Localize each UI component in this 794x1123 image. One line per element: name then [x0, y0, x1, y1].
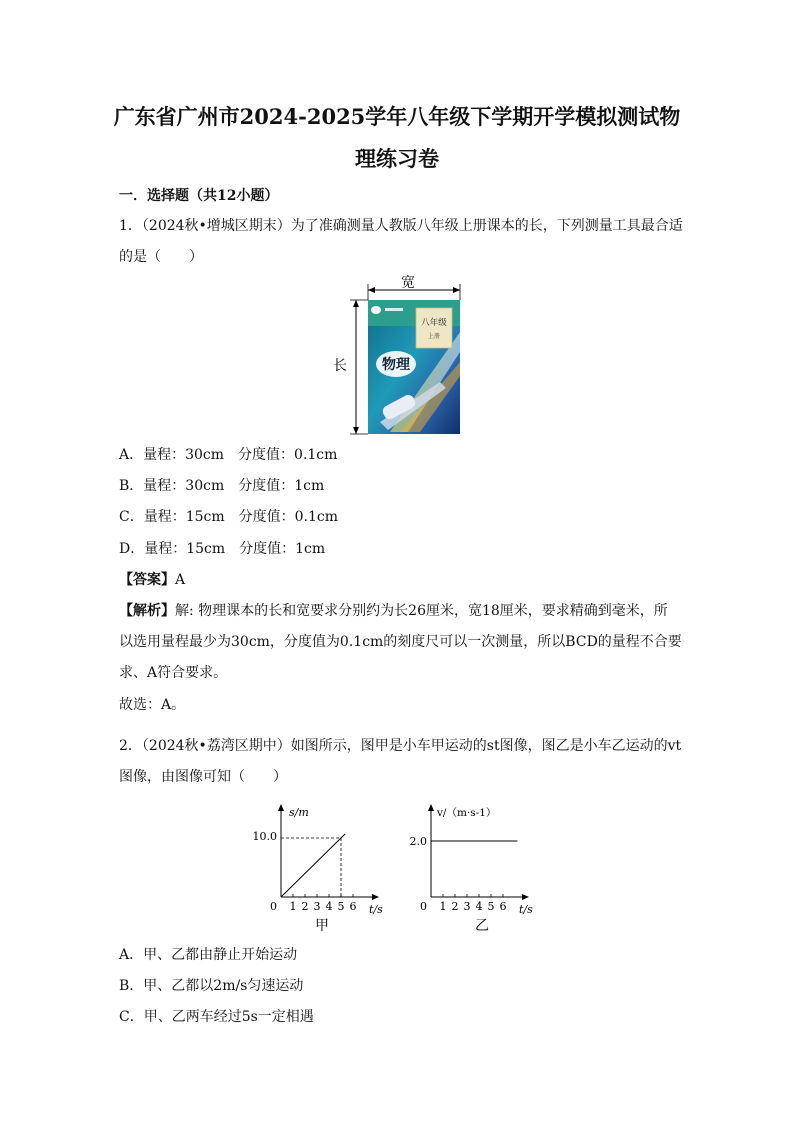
title-line-2: 理练习卷 [355, 146, 439, 171]
section-heading: 一．选择题（共12小题） [119, 188, 279, 204]
jia-tick-label-6: 6 [349, 900, 357, 913]
q1-option-b: B．量程：30cm 分度值：1cm [119, 478, 325, 494]
book-subject-text: 物理 [382, 357, 410, 373]
q1-analysis-line-1 [119, 601, 668, 621]
answer-label: 【答案】 [119, 572, 175, 588]
book-volume-text: 上册 [427, 333, 441, 340]
q2-option-a: A．甲、乙都由静止开始运动 [119, 947, 298, 963]
book-grade-text: 八年级 [421, 318, 447, 328]
q1-analysis-line-3: 求、A符合要求。 [119, 665, 228, 681]
yi-tick-label-1: 1 [439, 900, 447, 913]
yi-tick-label-6: 6 [499, 900, 507, 913]
q2-option-c: C．甲、乙两车经过5s一定相遇 [119, 1009, 314, 1025]
q1-analysis-line-2: 以选用量程最少为30cm，分度值为0.1cm的刻度尺可以一次测量，所以BCD的量程不合要 [119, 634, 682, 650]
title-line-1: 广东省广州市2024-2025学年八年级下学期开学模拟测试物 [113, 104, 681, 129]
book-length-label: 长 [333, 358, 347, 374]
yi-tick-label-0: 0 [420, 900, 427, 913]
jia-tick-label-3: 3 [313, 900, 321, 913]
q1-stem-line-2: 的是（ ） [119, 249, 203, 265]
yi-x-label: t/s [519, 903, 533, 916]
jia-tick-label-4: 4 [325, 900, 333, 913]
yi-y-label: v/（m·s-1） [437, 807, 497, 819]
jia-series-line [281, 834, 345, 897]
jia-y-tick: 10.0 [252, 830, 277, 843]
jia-tick-label-2: 2 [301, 900, 309, 913]
chart-jia [252, 800, 395, 938]
yi-tick-labels [420, 900, 507, 913]
q1-option-a: A．量程：30cm 分度值：0.1cm [119, 447, 338, 463]
q2-stem-line-1: 2．（2024秋•荔湾区期中）如图所示，图甲是小车甲运动的st图像，图乙是小车乙运动的vt [119, 738, 682, 754]
jia-tick-label-0: 0 [270, 900, 277, 913]
q1-stem-line-1: 1．（2024秋•增城区期末）为了准确测量人教版八年级上册课本的长，下列测量工具最合适 [119, 218, 683, 234]
yi-tick-label-2: 2 [451, 900, 459, 913]
analysis-label: 【解析】 [119, 603, 175, 619]
answer-value: A [175, 572, 186, 588]
jia-tick-label-1: 1 [289, 900, 297, 913]
jia-tick-label-5: 5 [337, 900, 345, 913]
q2-stem-line-2: 图像，由图像可知（ ） [119, 769, 287, 785]
yi-tick-label-3: 3 [463, 900, 471, 913]
book-width-label: 宽 [401, 275, 415, 291]
q1-answer [119, 570, 185, 590]
jia-tick-labels [270, 900, 357, 913]
chart-yi [405, 800, 545, 938]
yi-tick-label-5: 5 [487, 900, 495, 913]
jia-x-label: t/s [369, 903, 383, 916]
yi-tick-label-4: 4 [475, 900, 483, 913]
q2-option-b: B．甲、乙都以2m/s匀速运动 [119, 978, 304, 994]
analysis-text-1: 解: 物理课本的长和宽要求分别约为长26厘米，宽18厘米，要求精确到毫米，所 [175, 603, 668, 619]
jia-y-label: s/m [289, 806, 309, 819]
yi-y-tick: 2.0 [409, 835, 427, 848]
q1-option-c: C．量程：15cm 分度值：0.1cm [119, 509, 339, 525]
q1-conclusion: 故选：A。 [119, 697, 186, 713]
yi-caption: 乙 [475, 918, 489, 934]
jia-caption: 甲 [315, 918, 329, 934]
q1-book-figure [330, 272, 470, 440]
document-title [100, 96, 694, 180]
q1-option-d: D．量程：15cm 分度值：1cm [119, 541, 326, 557]
